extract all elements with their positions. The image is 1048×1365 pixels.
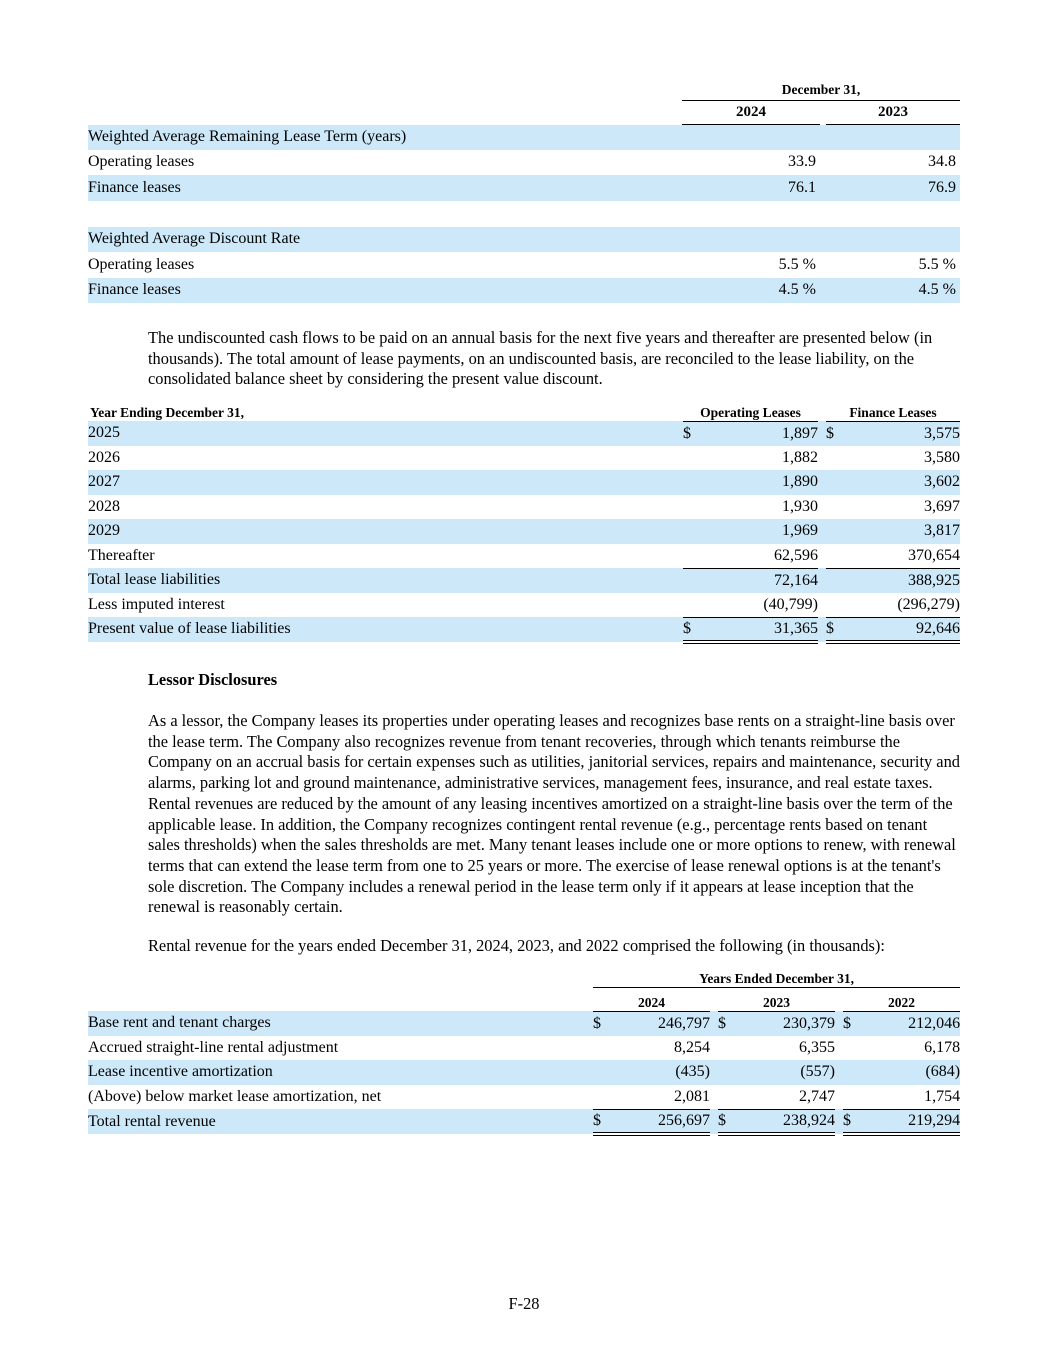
cell-value: 212,046 bbox=[865, 1011, 960, 1036]
row-label: Present value of lease liabilities bbox=[88, 617, 683, 642]
cell-value: 219,294 bbox=[865, 1109, 960, 1134]
cell-value: 3,602 bbox=[846, 470, 960, 495]
cell-value: 6,178 bbox=[924, 1038, 961, 1056]
rental-intro-paragraph: Rental revenue for the years ended December 31, 2024, 2023, and 2022 comprised the following (in thousands): bbox=[148, 936, 885, 955]
row-label: 2027 bbox=[88, 470, 683, 495]
currency-symbol: $ bbox=[593, 1109, 615, 1134]
cell-value: 31,365 bbox=[703, 617, 818, 642]
table-row bbox=[88, 278, 960, 304]
table-title: Year Ending December 31, bbox=[90, 405, 244, 420]
cell-value: 2,747 bbox=[740, 1085, 835, 1110]
currency-symbol: $ bbox=[683, 617, 703, 642]
table-row bbox=[88, 1011, 960, 1036]
table-row bbox=[88, 1109, 960, 1134]
table-row bbox=[88, 421, 960, 446]
span-header-row bbox=[88, 80, 960, 100]
intro-paragraph: The undiscounted cash flows to be paid on an annual basis for the next five years and thereafter are presented below (in thousands). The total amount of lease payments, on an undiscounted basis, are reconciled to the lease liability, on the consolidated balance sheet by considering the present value discount. bbox=[148, 328, 933, 389]
cell-value: 4.5 % bbox=[682, 278, 820, 304]
row-label: Less imputed interest bbox=[88, 595, 225, 613]
column-header-2024: 2024 bbox=[593, 987, 710, 1011]
section-label: Weighted Average Discount Rate bbox=[88, 227, 960, 253]
lessor-paragraph: As a lessor, the Company leases its properties under operating leases and recognizes base rents on a straight-line basis over the lease term. The Company also recognizes revenue from tenant recoveries, through which tenants reimburse the Company on an accrual basis for certain expenses such as utilities, janitorial services, repairs and maintenance, security and alarms, parking lot and ground maintenance, administrative services, management fees, insurance, and real estate taxes. Rental revenues are reduced by the amount of any leasing incentives amortized on a straight-line basis over the term of the applicable lease. In addition, the Company recognizes contingent rental revenue (e.g., percentage rents based on tenant sales thresholds) when the sales thresholds are met. Many tenant leases include one or more options to renew, with renewal terms that can extend the lease term from one to 25 years or more. The exercise of lease renewal options is at the tenant's sole discretion. The Company includes a renewal period in the lease term only if it appears at lease inception that the renewal is reasonably certain. bbox=[148, 711, 960, 917]
cell-value: (296,279) bbox=[846, 593, 960, 618]
section-label: Weighted Average Remaining Lease Term (years) bbox=[88, 124, 960, 150]
table-row bbox=[88, 470, 960, 495]
column-header-2022: 2022 bbox=[843, 987, 960, 1011]
lessor-disclosures-heading: Lessor Disclosures bbox=[148, 670, 278, 689]
currency-symbol: $ bbox=[683, 421, 703, 446]
row-label: Lease incentive amortization bbox=[88, 1060, 593, 1085]
currency-symbol: $ bbox=[718, 1109, 740, 1134]
cell-value: 246,797 bbox=[615, 1011, 710, 1036]
cell-value: 1,882 bbox=[782, 448, 818, 466]
column-header-row bbox=[88, 987, 960, 1011]
cell-value: 3,817 bbox=[846, 519, 960, 544]
cell-value: 3,575 bbox=[846, 421, 960, 446]
column-header-row bbox=[88, 401, 960, 421]
currency-symbol: $ bbox=[826, 617, 846, 642]
table-row bbox=[88, 1085, 960, 1110]
column-header-2023: 2023 bbox=[718, 987, 835, 1011]
currency-symbol: $ bbox=[826, 421, 846, 446]
column-header-finance: Finance Leases bbox=[826, 401, 960, 421]
lease-maturity-table bbox=[88, 401, 960, 644]
cell-value: 4.5 % bbox=[826, 278, 960, 304]
page-number: F-28 bbox=[508, 1294, 540, 1313]
cell-value: (435) bbox=[615, 1060, 710, 1085]
cell-value: 238,924 bbox=[740, 1109, 835, 1134]
currency-symbol: $ bbox=[843, 1011, 865, 1036]
row-label: 2029 bbox=[88, 519, 683, 544]
cell-value: 256,697 bbox=[615, 1109, 710, 1134]
row-label: 2028 bbox=[88, 497, 120, 515]
cell-value: 370,654 bbox=[846, 544, 960, 569]
weighted-average-table bbox=[88, 80, 960, 303]
cell-value: 62,596 bbox=[703, 544, 818, 569]
column-header-2024: 2024 bbox=[682, 100, 820, 124]
table-row bbox=[88, 544, 960, 569]
table-row bbox=[88, 495, 960, 520]
cell-value: 1,890 bbox=[703, 470, 818, 495]
currency-symbol: $ bbox=[718, 1011, 740, 1036]
table-row bbox=[88, 150, 960, 176]
cell-value: (684) bbox=[865, 1060, 960, 1085]
currency-symbol: $ bbox=[593, 1011, 615, 1036]
cell-value: 8,254 bbox=[674, 1038, 710, 1056]
table-row bbox=[88, 617, 960, 642]
spacer-row bbox=[88, 201, 960, 227]
table-row bbox=[88, 252, 960, 278]
row-label: Operating leases bbox=[88, 153, 195, 171]
table-row bbox=[88, 1060, 960, 1085]
cell-value: 76.1 bbox=[682, 175, 820, 201]
cell-value: 2,081 bbox=[615, 1085, 710, 1110]
cell-value: 76.9 bbox=[826, 175, 960, 201]
span-header: December 31, bbox=[682, 80, 960, 100]
rental-revenue-table bbox=[88, 968, 960, 1136]
cell-value: 3,580 bbox=[924, 448, 960, 466]
cell-value: 5.5 % bbox=[918, 255, 956, 273]
row-label: (Above) below market lease amortization, net bbox=[88, 1088, 382, 1106]
cell-value: 1,930 bbox=[782, 497, 818, 515]
row-label: Total lease liabilities bbox=[88, 568, 683, 593]
row-label: Finance leases bbox=[88, 175, 682, 201]
table-row bbox=[88, 446, 960, 471]
currency-symbol: $ bbox=[843, 1109, 865, 1134]
cell-value: (40,799) bbox=[703, 593, 818, 618]
cell-value: 3,697 bbox=[924, 497, 960, 515]
column-header-2023: 2023 bbox=[826, 100, 960, 124]
row-label: Thereafter bbox=[88, 546, 155, 564]
table-row bbox=[88, 124, 960, 150]
cell-value: (557) bbox=[740, 1060, 835, 1085]
cell-value: 6,355 bbox=[799, 1038, 835, 1056]
cell-value: 34.8 bbox=[928, 153, 956, 171]
cell-value: 72,164 bbox=[703, 568, 818, 593]
column-header-row bbox=[88, 100, 960, 124]
table-row bbox=[88, 1036, 960, 1061]
table-row bbox=[88, 568, 960, 593]
row-label: Base rent and tenant charges bbox=[88, 1011, 593, 1036]
cell-value: 388,925 bbox=[846, 568, 960, 593]
cell-value: 230,379 bbox=[740, 1011, 835, 1036]
cell-value: 92,646 bbox=[846, 617, 960, 642]
span-header-row bbox=[88, 968, 960, 987]
row-label: Accrued straight-line rental adjustment bbox=[88, 1038, 339, 1056]
row-label: 2025 bbox=[88, 421, 683, 446]
table-row bbox=[88, 519, 960, 544]
row-label: 2026 bbox=[88, 448, 120, 466]
column-header-operating: Operating Leases bbox=[683, 401, 818, 421]
cell-value: 1,969 bbox=[703, 519, 818, 544]
cell-value: 1,897 bbox=[703, 421, 818, 446]
table-row bbox=[88, 227, 960, 253]
table-row bbox=[88, 175, 960, 201]
row-label: Total rental revenue bbox=[88, 1109, 593, 1134]
cell-value: 33.9 bbox=[788, 153, 816, 171]
row-label: Operating leases bbox=[88, 255, 195, 273]
cell-value: 1,754 bbox=[865, 1085, 960, 1110]
cell-value: 5.5 % bbox=[778, 255, 816, 273]
row-label: Finance leases bbox=[88, 278, 682, 304]
table-row bbox=[88, 593, 960, 618]
span-header: Years Ended December 31, bbox=[593, 968, 960, 987]
